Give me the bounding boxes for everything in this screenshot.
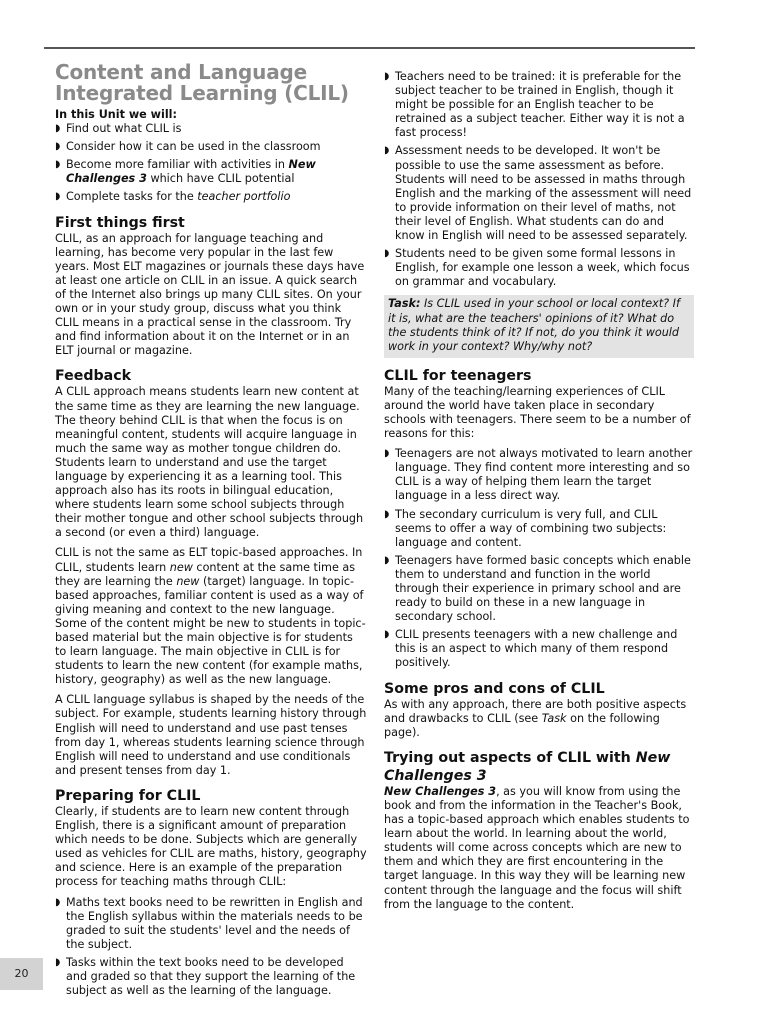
bullet-icon: ◗ bbox=[384, 448, 390, 460]
section-heading-pros-cons: Some pros and cons of CLIL bbox=[384, 680, 605, 697]
bullet-icon: ◗ bbox=[55, 141, 61, 153]
teenagers-list bbox=[384, 447, 694, 670]
bullet-icon: ◗ bbox=[55, 956, 61, 968]
feedback-paragraph-3: A CLIL language syllabus is shaped by the needs of the subject. For example, students learning history through English will need to understand and use past tenses from day 1, whereas students learning science through English will need to understand and use conditionals and present tenses from day 1. bbox=[55, 693, 367, 777]
bullet-icon: ◗ bbox=[384, 71, 390, 82]
list-item: ◗ The secondary curriculum is very full, and CLIL seems to offer a way of combining two subjects: language and content. bbox=[384, 507, 667, 549]
section-heading-first-things: First things first bbox=[55, 214, 185, 231]
first-things-paragraph: CLIL, as an approach for language teaching and learning, has become very popular in the last few years. Most ELT magazines or journals these days have at least one article on CLIL in an issue. A quick search of the Internet also brings up many CLIL sites. On your own or in your study group, discuss what you think CLIL means in a practical sense in the classroom. Try and find information about it on the Internet or in an ELT journal or magazine. bbox=[55, 231, 365, 358]
preparing-list-continued bbox=[384, 70, 694, 289]
page-title: Content and Language Integrated Learning (CLIL) bbox=[55, 60, 349, 105]
section-heading-preparing: Preparing for CLIL bbox=[55, 787, 201, 804]
preparing-list bbox=[55, 896, 367, 999]
task-text: Is CLIL used in your school or local context? If it is, what are the teachers' opinions of it? What do the students think of it? If not, do you think it would work in your context? Why/why not? bbox=[388, 297, 680, 353]
bullet-icon: ◗ bbox=[384, 145, 390, 157]
bullet-icon: ◗ bbox=[55, 896, 61, 908]
feedback-paragraph-2: CLIL is not the same as ELT topic-based approaches. In CLIL, students learn new content at the same time as they are learning the new (target) language. In topic-based approaches, familiar content is used as a way of giving meaning and context to the new language. Some of the content might be new to students in topic-based material but the main objective is for students to learn language. The main objective in CLIL is for students to learn the new content (for example maths, history, geography) as well as the new language. bbox=[55, 546, 366, 687]
bullet-icon: ◗ bbox=[55, 191, 61, 203]
unit-goals-list bbox=[55, 122, 367, 204]
section-heading-teenagers: CLIL for teenagers bbox=[384, 367, 532, 384]
preparing-paragraph: Clearly, if students are to learn new content through English, there is a significant amount of preparation which needs to be done. Subjects which are generally used as vehicles for CLIL are maths, history, geography and science. Here is an example of the preparation process for teaching maths through CLIL: bbox=[55, 804, 367, 889]
bullet-icon: ◗ bbox=[384, 554, 390, 566]
trying-paragraph: New Challenges 3, as you will know from using the book and from the information in the Teacher's Book, has a topic-based approach which enables students to learn about the world. In learning about the world, students will come across concepts which are new to them and which they are first encountering in the target language. In this way they will be learning new content through the language and the focus will shift from the language to the content. bbox=[384, 784, 690, 911]
list-item: ◗ Students need to be given some formal lessons in English, for example one lesson a week, which focus on grammar and vocabulary. bbox=[384, 247, 690, 289]
list-item: ◗ CLIL presents teenagers with a new challenge and this is an aspect to which many of them respond positively. bbox=[384, 628, 678, 670]
task-box bbox=[384, 295, 694, 357]
list-item: ◗ Teenagers have formed basic concepts which enable them to understand and function in the world through their experience in primary school and are ready to build on these in a new language in secondary school. bbox=[384, 553, 691, 624]
bullet-icon: ◗ bbox=[55, 159, 61, 171]
section-heading-trying: Trying out aspects of CLIL with New Challenges 3 bbox=[384, 749, 671, 784]
top-rule bbox=[44, 47, 695, 49]
bullet-icon: ◗ bbox=[384, 629, 390, 641]
unit-goals-heading: In this Unit we will: bbox=[55, 108, 177, 121]
list-item: ◗ Teenagers are not always motivated to learn another language. They find content more interesting and so CLIL is a way of helping them learn the target language in a less direct way. bbox=[384, 447, 693, 503]
list-item: ◗ Find out what CLIL is bbox=[55, 122, 182, 136]
list-item: ◗ Maths text books need to be rewritten in English and the English syllabus within the materials needs to be graded to suit the students' level and the needs of the subject. bbox=[55, 895, 363, 951]
list-item: ◗ Tasks within the text books need to be developed and graded so that they support the learning of the subject as well as the learning of the language. bbox=[55, 955, 356, 998]
feedback-paragraph-1: A CLIL approach means students learn new content at the same time as they are learning the new language. The theory behind CLIL is that when the focus is on meaningful content, students will acquire language in much the same way as mother tongue children do. Students learn to understand and use the target language by experiencing it as a learning tool. This approach also has its roots in bilingual education, where students learn some school subjects through their mother tongue and other school subjects through a second (or even a third) language. bbox=[55, 385, 364, 540]
teenagers-paragraph: Many of the teaching/learning experiences of CLIL around the world have taken place in secondary schools with teenagers. There seem to be a number of reasons for this: bbox=[384, 384, 691, 441]
list-item: ◗ Teachers need to be trained: it is preferable for the subject teacher to be trained in English, though it might be possible for an English teacher to be retrained as a subject teacher. Either way it is not a fast process! bbox=[384, 70, 685, 140]
bullet-icon: ◗ bbox=[55, 123, 61, 135]
list-item: ◗ Become more familiar with activities in New Challenges 3 which have CLIL potential bbox=[55, 158, 316, 186]
pros-cons-paragraph: As with any approach, there are both positive aspects and drawbacks to CLIL (see Task on the following page). bbox=[384, 697, 687, 739]
list-item: ◗ Consider how it can be used in the classroom bbox=[55, 140, 321, 154]
section-heading-feedback: Feedback bbox=[55, 368, 132, 385]
right-column bbox=[384, 70, 694, 918]
page-number: 20 bbox=[0, 958, 43, 990]
list-item: ◗ Complete tasks for the teacher portfolio bbox=[55, 190, 291, 204]
list-item: ◗ Assessment needs to be developed. It won't be possible to use the same assessment as before. Students will need to be assessed in maths through English and the marking of the assessment will need to provide information on their level of maths, not their level of English. What students can do and know in English will need to be assessed separately. bbox=[384, 144, 692, 243]
task-label: Task: bbox=[388, 297, 421, 311]
bullet-icon: ◗ bbox=[384, 508, 390, 520]
bullet-icon: ◗ bbox=[384, 248, 390, 260]
left-column bbox=[55, 62, 367, 1002]
